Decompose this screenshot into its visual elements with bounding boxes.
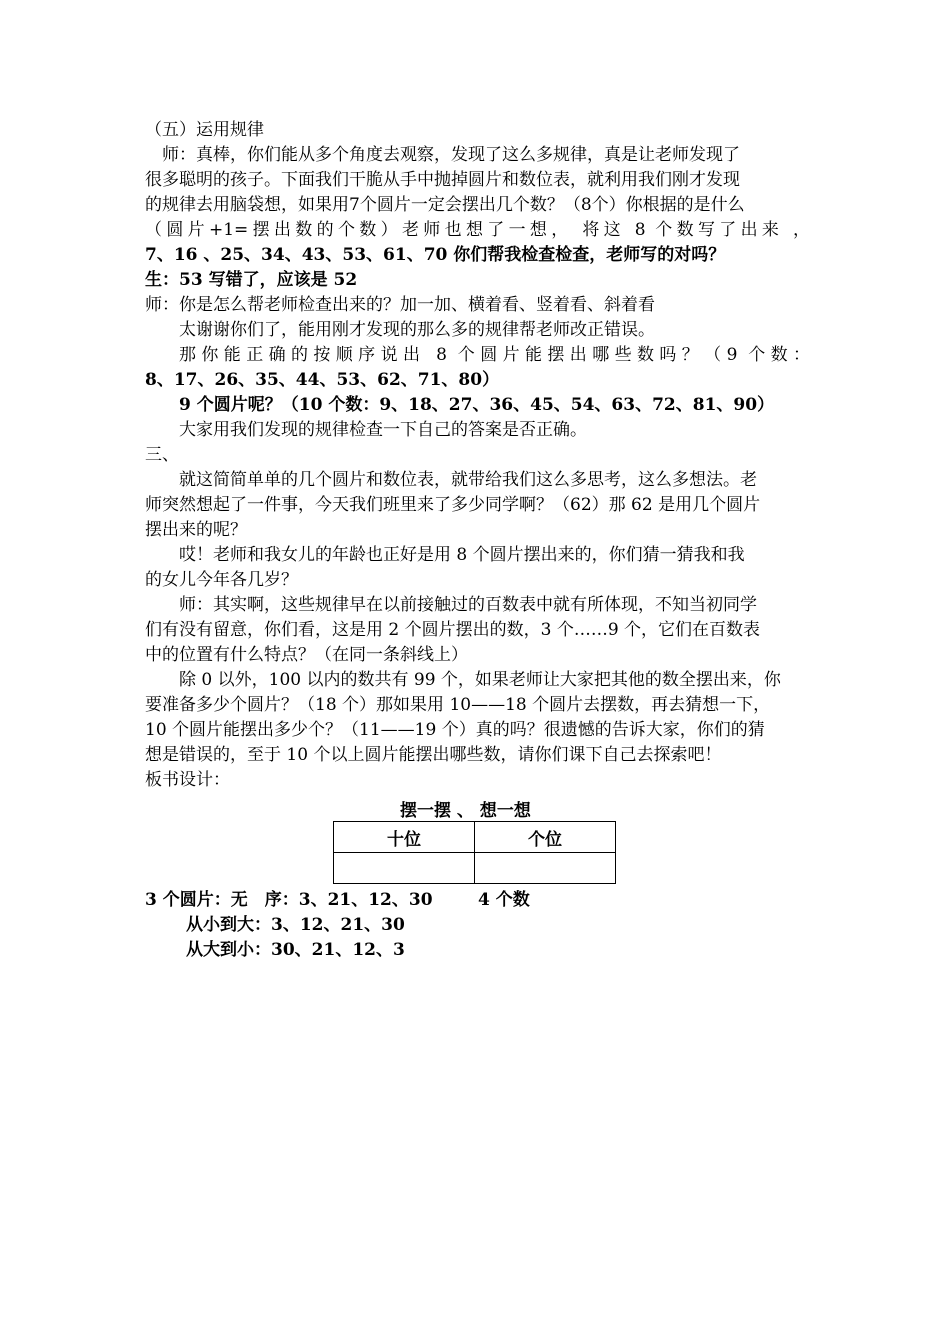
section-heading: 三、: [145, 445, 179, 465]
paragraph-line: 想是错误的，至于 10 个以上圆片能摆出哪些数，请你们课下自己去探索吧！: [145, 745, 722, 765]
paragraph-line: 生：53 写错了，应该是 52: [145, 270, 358, 290]
paragraph-line: 就这简简单单的几个圆片和数位表，就带给我们这么多思考，这么多想法。老: [179, 470, 757, 490]
paragraph-line: 的女儿今年各几岁？: [145, 570, 298, 590]
ones-header: 个位: [475, 822, 616, 853]
paragraph-line: 师：你是怎么帮老师检查出来的？加一加、横着看、竖着看、斜着看: [145, 295, 655, 315]
board-heading: 板书设计：: [145, 770, 230, 790]
paragraph-line: 除 0 以外，100 以内的数共有 99 个，如果老师让大家把其他的数全摆出来，你: [179, 670, 781, 690]
paragraph-line: 师：其实啊，这些规律早在以前接触过的百数表中就有所体现，不知当初同学: [179, 595, 757, 615]
paragraph-line: 师：真棒，你们能从多个角度去观察，发现了这么多规律，真是让老师发现了: [145, 145, 740, 165]
board-title: 摆一摆 、 想一想: [400, 801, 531, 821]
section-heading: （五）运用规律: [145, 120, 264, 140]
board-line-unordered: 3 个圆片：无 序：3、21、12、30: [145, 890, 433, 910]
tens-header: 十位: [334, 822, 475, 853]
board-line-count: 4 个数: [478, 890, 530, 910]
ones-cell: [475, 853, 616, 884]
paragraph-line: 10 个圆片能摆出多少个？（11——19 个）真的吗？很遗憾的告诉大家，你们的猜: [145, 720, 765, 740]
paragraph-line: 很多聪明的孩子。下面我们干脆从手中抛掉圆片和数位表，就利用我们刚才发现: [145, 170, 740, 190]
paragraph-line: 哎！老师和我女儿的年龄也正好是用 8 个圆片摆出来的，你们猜一猜我和我: [179, 545, 745, 565]
paragraph-line: 9 个圆片呢？（10 个数：9、18、27、36、45、54、63、72、81、90）: [179, 395, 775, 415]
paragraph-line: 要准备多少个圆片？（18 个）那如果用 10——18 个圆片去摆数，再去猜想一下，: [145, 695, 771, 715]
paragraph-line: 7、16 、25、34、43、53、61、70 你们帮我检查检查，老师写的对吗？: [145, 245, 726, 265]
paragraph-line: 们有没有留意，你们看，这是用 2 个圆片摆出的数，3 个……9 个，它们在百数表: [145, 620, 761, 640]
board-line-descending: 从大到小：30、21、12、3: [186, 940, 405, 960]
paragraph-line: 大家用我们发现的规律检查一下自己的答案是否正确。: [179, 420, 587, 440]
paragraph-line: （圆片+1=摆出数的个数）老师也想了一想， 将这 8 个数写了出来 ，: [145, 220, 810, 240]
paragraph-line: 摆出来的呢？: [145, 520, 247, 540]
document-body: [145, 118, 810, 793]
paragraph-line: 师突然想起了一件事，今天我们班里来了多少同学啊？（62）那 62 是用几个圆片: [145, 495, 761, 515]
paragraph-line: 8、17、26、35、44、53、62、71、80）: [145, 370, 500, 390]
paragraph-line: 那你能正确的按顺序说出 8 个圆片能摆出哪些数吗？（9 个数：: [179, 345, 810, 365]
paragraph-line: 中的位置有什么特点？（在同一条斜线上）: [145, 645, 468, 665]
paragraph-line: 太谢谢你们了，能用刚才发现的那么多的规律帮老师改正错误。: [179, 320, 655, 340]
place-value-table: [333, 821, 616, 884]
paragraph-line: 的规律去用脑袋想，如果用7个圆片一定会摆出几个数？（8个）你根据的是什么: [145, 195, 745, 215]
board-line-ascending: 从小到大：3、12、21、30: [186, 915, 405, 935]
tens-cell: [334, 853, 475, 884]
